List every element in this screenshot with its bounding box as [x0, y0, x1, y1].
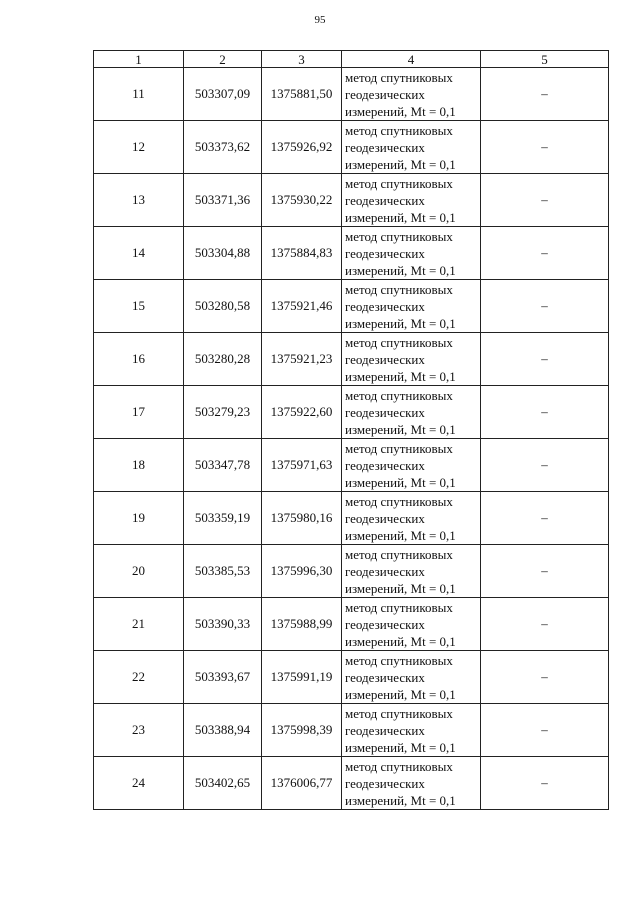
x-coordinate-cell: 503280,58 [184, 280, 262, 333]
method-line-3: измерений, Mt = 0,1 [345, 421, 456, 437]
method-cell [342, 545, 481, 598]
method-line-1: метод спутниковых [345, 440, 453, 456]
y-coordinate-cell: 1375884,83 [262, 227, 342, 280]
method-line-3: измерений, Mt = 0,1 [345, 633, 456, 649]
x-coordinate-cell: 503307,09 [184, 68, 262, 121]
method-cell [342, 757, 481, 810]
x-coordinate-cell: 503373,62 [184, 121, 262, 174]
y-coordinate-cell: 1375922,60 [262, 386, 342, 439]
method-cell [342, 598, 481, 651]
method-line-2: геодезических [345, 351, 425, 367]
table-row [94, 68, 609, 121]
description-cell: – [481, 598, 609, 651]
description-cell: – [481, 439, 609, 492]
method-line-1: метод спутниковых [345, 705, 453, 721]
table-row [94, 227, 609, 280]
y-coordinate-cell: 1375921,23 [262, 333, 342, 386]
method-cell [342, 386, 481, 439]
description-cell: – [481, 545, 609, 598]
table-row [94, 598, 609, 651]
y-coordinate-cell: 1376006,77 [262, 757, 342, 810]
x-coordinate-cell: 503359,19 [184, 492, 262, 545]
method-line-2: геодезических [345, 245, 425, 261]
table-row [94, 492, 609, 545]
method-line-3: измерений, Mt = 0,1 [345, 315, 456, 331]
table-row [94, 757, 609, 810]
x-coordinate-cell: 503279,23 [184, 386, 262, 439]
point-number-cell: 17 [94, 386, 184, 439]
method-line-2: геодезических [345, 669, 425, 685]
point-number-cell: 15 [94, 280, 184, 333]
method-line-1: метод спутниковых [345, 758, 453, 774]
method-line-1: метод спутниковых [345, 175, 453, 191]
method-line-1: метод спутниковых [345, 387, 453, 403]
header-col-2: 2 [184, 51, 262, 68]
x-coordinate-cell: 503393,67 [184, 651, 262, 704]
header-col-4: 4 [342, 51, 481, 68]
method-line-1: метод спутниковых [345, 334, 453, 350]
method-line-2: геодезических [345, 775, 425, 791]
method-line-3: измерений, Mt = 0,1 [345, 156, 456, 172]
x-coordinate-cell: 503388,94 [184, 704, 262, 757]
description-cell: – [481, 651, 609, 704]
x-coordinate-cell: 503304,88 [184, 227, 262, 280]
table-row [94, 704, 609, 757]
page-number: 95 [314, 14, 326, 26]
method-cell [342, 121, 481, 174]
point-number-cell: 11 [94, 68, 184, 121]
x-coordinate-cell: 503385,53 [184, 545, 262, 598]
method-line-2: геодезических [345, 404, 425, 420]
coordinates-table [93, 50, 609, 810]
table-body [94, 68, 609, 810]
description-cell: – [481, 121, 609, 174]
method-line-2: геодезических [345, 722, 425, 738]
table-row [94, 333, 609, 386]
point-number-cell: 21 [94, 598, 184, 651]
point-number-cell: 22 [94, 651, 184, 704]
method-cell [342, 333, 481, 386]
header-col-3: 3 [262, 51, 342, 68]
method-line-3: измерений, Mt = 0,1 [345, 368, 456, 384]
x-coordinate-cell: 503280,28 [184, 333, 262, 386]
point-number-cell: 14 [94, 227, 184, 280]
point-number-cell: 16 [94, 333, 184, 386]
method-line-3: измерений, Mt = 0,1 [345, 580, 456, 596]
x-coordinate-cell: 503347,78 [184, 439, 262, 492]
method-line-2: геодезических [345, 298, 425, 314]
table-row [94, 121, 609, 174]
method-line-3: измерений, Mt = 0,1 [345, 474, 456, 490]
method-line-1: метод спутниковых [345, 69, 453, 85]
x-coordinate-cell: 503371,36 [184, 174, 262, 227]
method-line-1: метод спутниковых [345, 493, 453, 509]
description-cell: – [481, 227, 609, 280]
method-line-3: измерений, Mt = 0,1 [345, 527, 456, 543]
method-line-1: метод спутниковых [345, 546, 453, 562]
y-coordinate-cell: 1375988,99 [262, 598, 342, 651]
point-number-cell: 12 [94, 121, 184, 174]
table-row [94, 174, 609, 227]
method-line-2: геодезических [345, 616, 425, 632]
y-coordinate-cell: 1375881,50 [262, 68, 342, 121]
table-row [94, 439, 609, 492]
y-coordinate-cell: 1375980,16 [262, 492, 342, 545]
method-line-3: измерений, Mt = 0,1 [345, 739, 456, 755]
y-coordinate-cell: 1375996,30 [262, 545, 342, 598]
method-line-3: измерений, Mt = 0,1 [345, 103, 456, 119]
table-row [94, 386, 609, 439]
method-line-3: измерений, Mt = 0,1 [345, 792, 456, 808]
point-number-cell: 23 [94, 704, 184, 757]
table-row [94, 545, 609, 598]
description-cell: – [481, 492, 609, 545]
method-cell [342, 227, 481, 280]
header-col-1: 1 [94, 51, 184, 68]
description-cell: – [481, 174, 609, 227]
method-cell [342, 280, 481, 333]
method-line-3: измерений, Mt = 0,1 [345, 209, 456, 225]
method-line-3: измерений, Mt = 0,1 [345, 262, 456, 278]
table-row [94, 280, 609, 333]
method-line-3: измерений, Mt = 0,1 [345, 686, 456, 702]
y-coordinate-cell: 1375926,92 [262, 121, 342, 174]
method-line-1: метод спутниковых [345, 122, 453, 138]
description-cell: – [481, 386, 609, 439]
y-coordinate-cell: 1375930,22 [262, 174, 342, 227]
y-coordinate-cell: 1375921,46 [262, 280, 342, 333]
method-cell [342, 439, 481, 492]
point-number-cell: 13 [94, 174, 184, 227]
point-number-cell: 24 [94, 757, 184, 810]
description-cell: – [481, 333, 609, 386]
table-header-row [94, 51, 609, 68]
point-number-cell: 18 [94, 439, 184, 492]
x-coordinate-cell: 503402,65 [184, 757, 262, 810]
table-row [94, 651, 609, 704]
description-cell: – [481, 280, 609, 333]
method-line-1: метод спутниковых [345, 599, 453, 615]
method-line-2: геодезических [345, 457, 425, 473]
method-cell [342, 704, 481, 757]
method-line-2: геодезических [345, 139, 425, 155]
method-line-2: геодезических [345, 192, 425, 208]
method-line-1: метод спутниковых [345, 281, 453, 297]
header-col-5: 5 [481, 51, 609, 68]
point-number-cell: 20 [94, 545, 184, 598]
y-coordinate-cell: 1375991,19 [262, 651, 342, 704]
y-coordinate-cell: 1375971,63 [262, 439, 342, 492]
point-number-cell: 19 [94, 492, 184, 545]
description-cell: – [481, 704, 609, 757]
method-cell [342, 68, 481, 121]
x-coordinate-cell: 503390,33 [184, 598, 262, 651]
description-cell: – [481, 68, 609, 121]
method-line-2: геодезических [345, 563, 425, 579]
method-line-1: метод спутниковых [345, 228, 453, 244]
method-cell [342, 651, 481, 704]
y-coordinate-cell: 1375998,39 [262, 704, 342, 757]
method-cell [342, 492, 481, 545]
method-line-2: геодезических [345, 86, 425, 102]
method-line-1: метод спутниковых [345, 652, 453, 668]
method-cell [342, 174, 481, 227]
method-line-2: геодезических [345, 510, 425, 526]
description-cell: – [481, 757, 609, 810]
